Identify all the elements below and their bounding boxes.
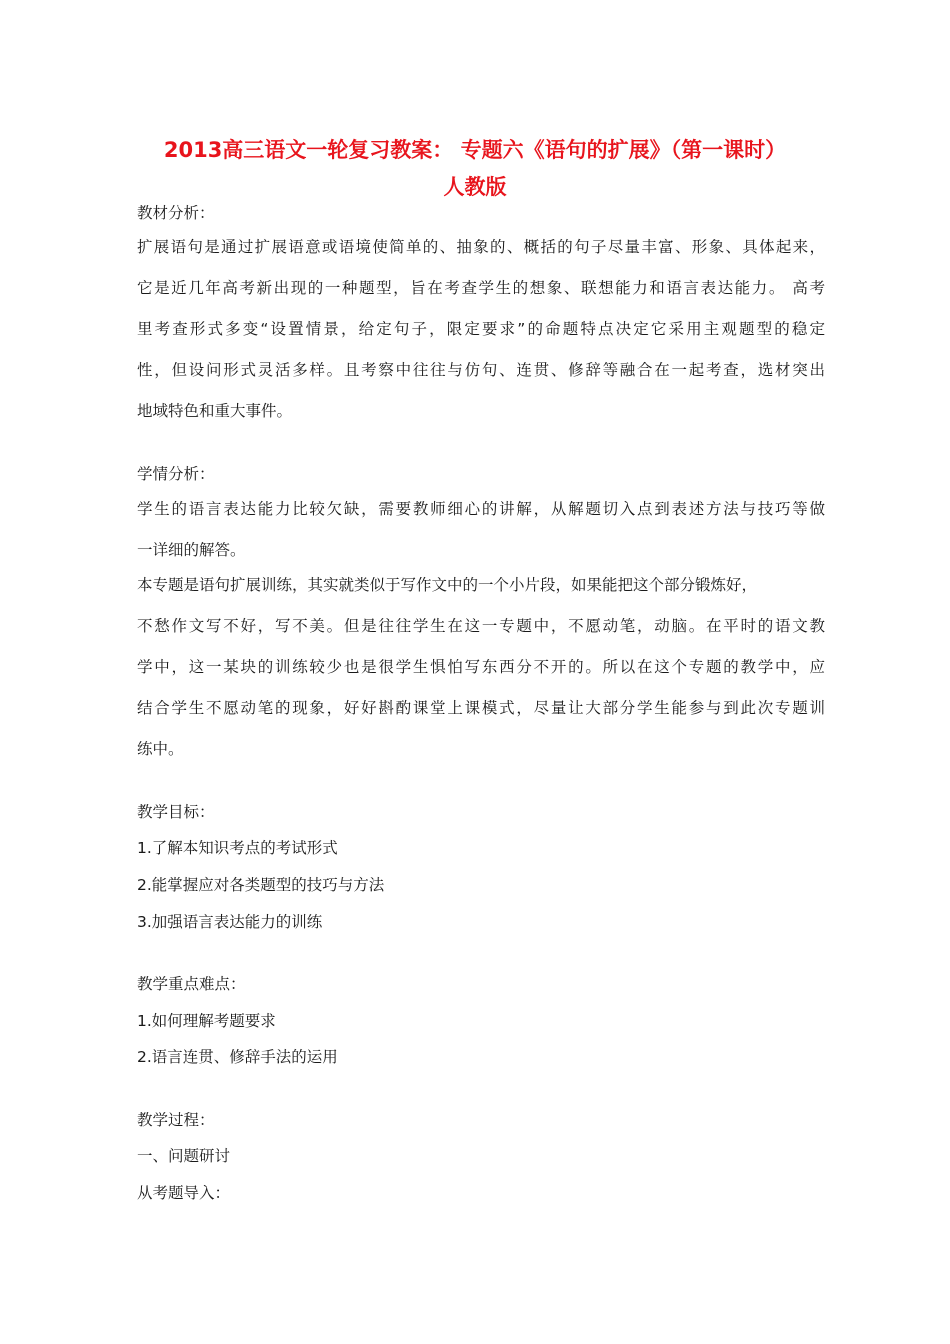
- section-heading-goals: 教学目标：: [137, 803, 215, 821]
- document-title-line2: 人教版: [443, 175, 507, 199]
- student-line: 结合学生不愿动笔的现象，好好斟酌课堂上课模式，尽量让大部分学生能参与到此次专题训: [137, 699, 825, 717]
- key-item: 1.如何理解考题要求: [137, 1012, 276, 1030]
- student-line: 本专题是语句扩展训练，其实就类似于写作文中的一个小片段，如果能把这个部分锻炼好，: [137, 576, 758, 594]
- student-line: 练中。: [137, 740, 184, 758]
- section-heading-material: 教材分析：: [137, 204, 215, 222]
- material-line: 性，但设问形式灵活多样。且考察中往往与仿句、连贯、修辞等融合在一起考查，选材突出: [137, 361, 825, 379]
- process-item: 一、问题研讨: [137, 1147, 231, 1165]
- material-line: 扩展语句是通过扩展语意或语境使简单的、抽象的、概括的句子尽量丰富、形象、具体起来，: [137, 238, 825, 256]
- section-heading-student: 学情分析：: [137, 465, 215, 483]
- goal-item: 2.能掌握应对各类题型的技巧与方法: [137, 876, 385, 894]
- section-heading-key: 教学重点难点：: [137, 975, 246, 993]
- material-line: 里考查形式多变“设置情景，给定句子，限定要求”的命题特点决定它采用主观题型的稳定: [137, 320, 825, 338]
- student-line: 不愁作文写不好，写不美。但是往往学生在这一专题中，不愿动笔，动脑。在平时的语文教: [137, 617, 825, 635]
- goal-item: 1.了解本知识考点的考试形式: [137, 839, 338, 857]
- document-title-line1: 2013高三语文一轮复习教案： 专题六《语句的扩展》（第一课时）: [163, 138, 787, 162]
- student-line: 一详细的解答。: [137, 541, 246, 559]
- key-item: 2.语言连贯、修辞手法的运用: [137, 1048, 338, 1066]
- process-item: 从考题导入：: [137, 1184, 231, 1202]
- student-line: 学生的语言表达能力比较欠缺，需要教师细心的讲解，从解题切入点到表述方法与技巧等做: [137, 500, 825, 518]
- section-heading-process: 教学过程：: [137, 1111, 215, 1129]
- goal-item: 3.加强语言表达能力的训练: [137, 913, 323, 931]
- material-line: 地域特色和重大事件。: [137, 402, 293, 420]
- material-line: 它是近几年高考新出现的一种题型，旨在考查学生的想象、联想能力和语言表达能力。 高考: [137, 279, 825, 297]
- student-line: 学中，这一某块的训练较少也是很学生惧怕写东西分不开的。所以在这个专题的教学中，应: [137, 658, 825, 676]
